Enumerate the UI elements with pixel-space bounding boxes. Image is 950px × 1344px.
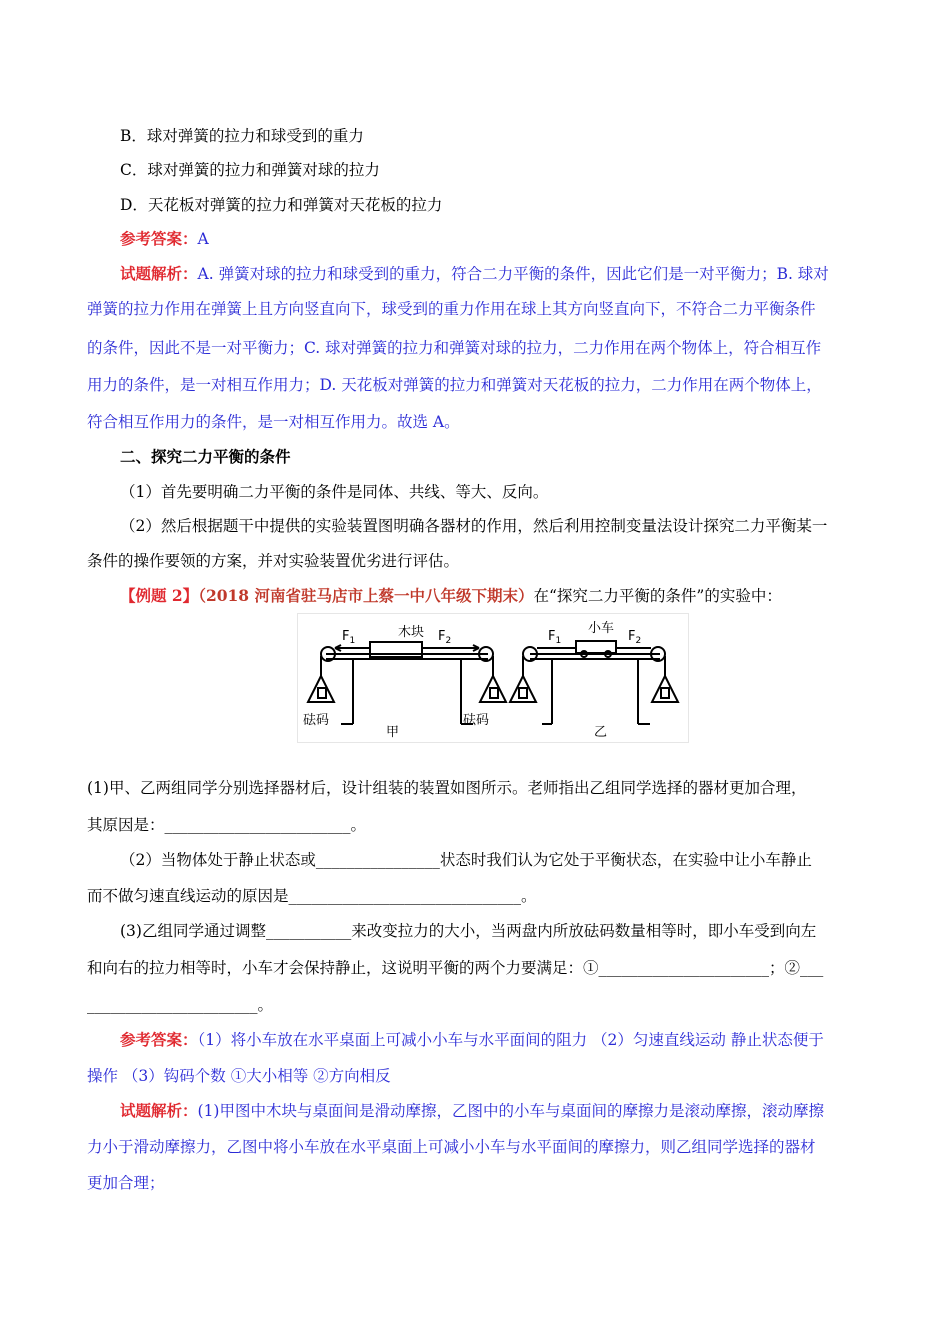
section-title: 二、探究二力平衡的条件 (120, 447, 291, 466)
answer-1 (120, 228, 209, 250)
question-3-line-1: (3)乙组同学通过调整___________来改变拉力的大小，当两盘内所放砝码数量相等时，即小车受到向左 (120, 922, 817, 940)
option-b: B．球对弹簧的拉力和球受到的重力 (120, 127, 364, 145)
fig-jia-f2: $F_2$ (438, 629, 452, 646)
apparatus-yi (510, 641, 678, 724)
analysis-2-line-2: 力小于滑动摩擦力，乙图中将小车放在水平桌面上可减小小车与水平面间的摩擦力，则乙组同学选择的器材 (87, 1138, 816, 1156)
analysis-1-label: 试题解析： (120, 264, 198, 283)
fig-jia-block: 木块 (398, 625, 425, 640)
question-3-line-3: ______________________。 (87, 996, 274, 1014)
answer-2-label: 参考答案： (120, 1030, 198, 1049)
example-text: 在“探究二力平衡的条件”的实验中： (533, 587, 782, 605)
analysis-1-text: A. 弹簧对球的拉力和球受到的重力，符合二力平衡的条件，因此它们是一对平衡力；B. 球对 (197, 265, 829, 283)
question-1-line-1: (1)甲、乙两组同学分别选择器材后，设计组装的装置如图所示。老师指出乙组同学选择的器材更加合理， (87, 779, 807, 797)
example-source: （2018 河南省驻马店市上蔡一中八年级下期末） (198, 586, 534, 605)
analysis-2-text: (1)甲图中木块与桌面间是滑动摩擦，乙图中的小车与桌面间的摩擦力是滚动摩擦，滚动摩擦 (197, 1102, 824, 1120)
question-2-line-1: （2）当物体处于静止状态或________________状态时我们认为它处于平衡状态，在实验中让小车静止 (120, 851, 812, 869)
analysis-2-line-3: 更加合理； (87, 1174, 165, 1192)
fig-yi-block: 小车 (588, 621, 615, 636)
option-c: C．球对弹簧的拉力和弹簧对球的拉力 (120, 161, 380, 179)
example-tag: 【例题 2】 (120, 586, 199, 605)
analysis-1-line-2: 弹簧的拉力作用在弹簧上且方向竖直向下，球受到的重力作用在球上其方向竖直向下，不符合二力平衡条件 (87, 300, 816, 318)
fig-jia-caption: 甲 (386, 725, 400, 740)
answer-1-label: 参考答案： (120, 229, 198, 248)
fig-jia-weight-left: 砝码 (303, 713, 330, 728)
section-point-2-line-2: 条件的操作要领的方案，并对实验装置优劣进行评估。 (87, 552, 460, 570)
answer-2-line-2: 操作 （3）钩码个数 ①大小相等 ②方向相反 (87, 1067, 391, 1085)
fig-yi-f1: $F_1$ (548, 629, 562, 646)
answer-2-text: （1）将小车放在水平桌面上可减小小车与水平面间的阻力 （2）匀速直线运动 静止状态便于 (197, 1031, 824, 1049)
fig-yi-f2: $F_2$ (628, 629, 642, 646)
analysis-1-line-1 (120, 263, 829, 285)
example-heading (120, 585, 782, 607)
apparatus-jia (308, 642, 506, 724)
question-3-line-2: 和向右的拉力相等时，小车才会保持静止，这说明平衡的两个力要满足：①______________________；②___ (87, 959, 824, 977)
answer-2-line-1 (120, 1029, 824, 1051)
analysis-1-line-3: 的条件，因此不是一对平衡力；C. 球对弹簧的拉力和弹簧对球的拉力，二力作用在两个物体上，符合相互作 (87, 339, 822, 357)
section-point-2-line-1: （2）然后根据题干中提供的实验装置图明确各器材的作用，然后利用控制变量法设计探究二力平衡某一 (120, 517, 828, 535)
fig-jia-weight-right: 砝码 (463, 713, 490, 728)
analysis-1-line-4: 用力的条件，是一对相互作用力；D. 天花板对弹簧的拉力和弹簧对天花板的拉力，二力作用在两个物体上， (87, 376, 822, 394)
question-1-line-2: 其原因是：________________________。 (87, 816, 367, 834)
analysis-2-line-1 (120, 1100, 824, 1122)
question-2-line-2: 而不做匀速直线运动的原因是______________________________。 (87, 887, 537, 905)
answer-1-value: A (197, 230, 209, 248)
fig-yi-caption: 乙 (594, 725, 608, 740)
analysis-1-line-5: 符合相互作用力的条件，是一对相互作用力。故选 A。 (87, 413, 460, 431)
section-point-1: （1）首先要明确二力平衡的条件是同体、共线、等大、反向。 (120, 483, 549, 501)
experiment-figure (297, 613, 689, 743)
fig-jia-f1: $F_1$ (342, 629, 356, 646)
analysis-2-label: 试题解析： (120, 1101, 198, 1120)
option-d: D．天花板对弹簧的拉力和弹簧对天花板的拉力 (120, 196, 443, 214)
